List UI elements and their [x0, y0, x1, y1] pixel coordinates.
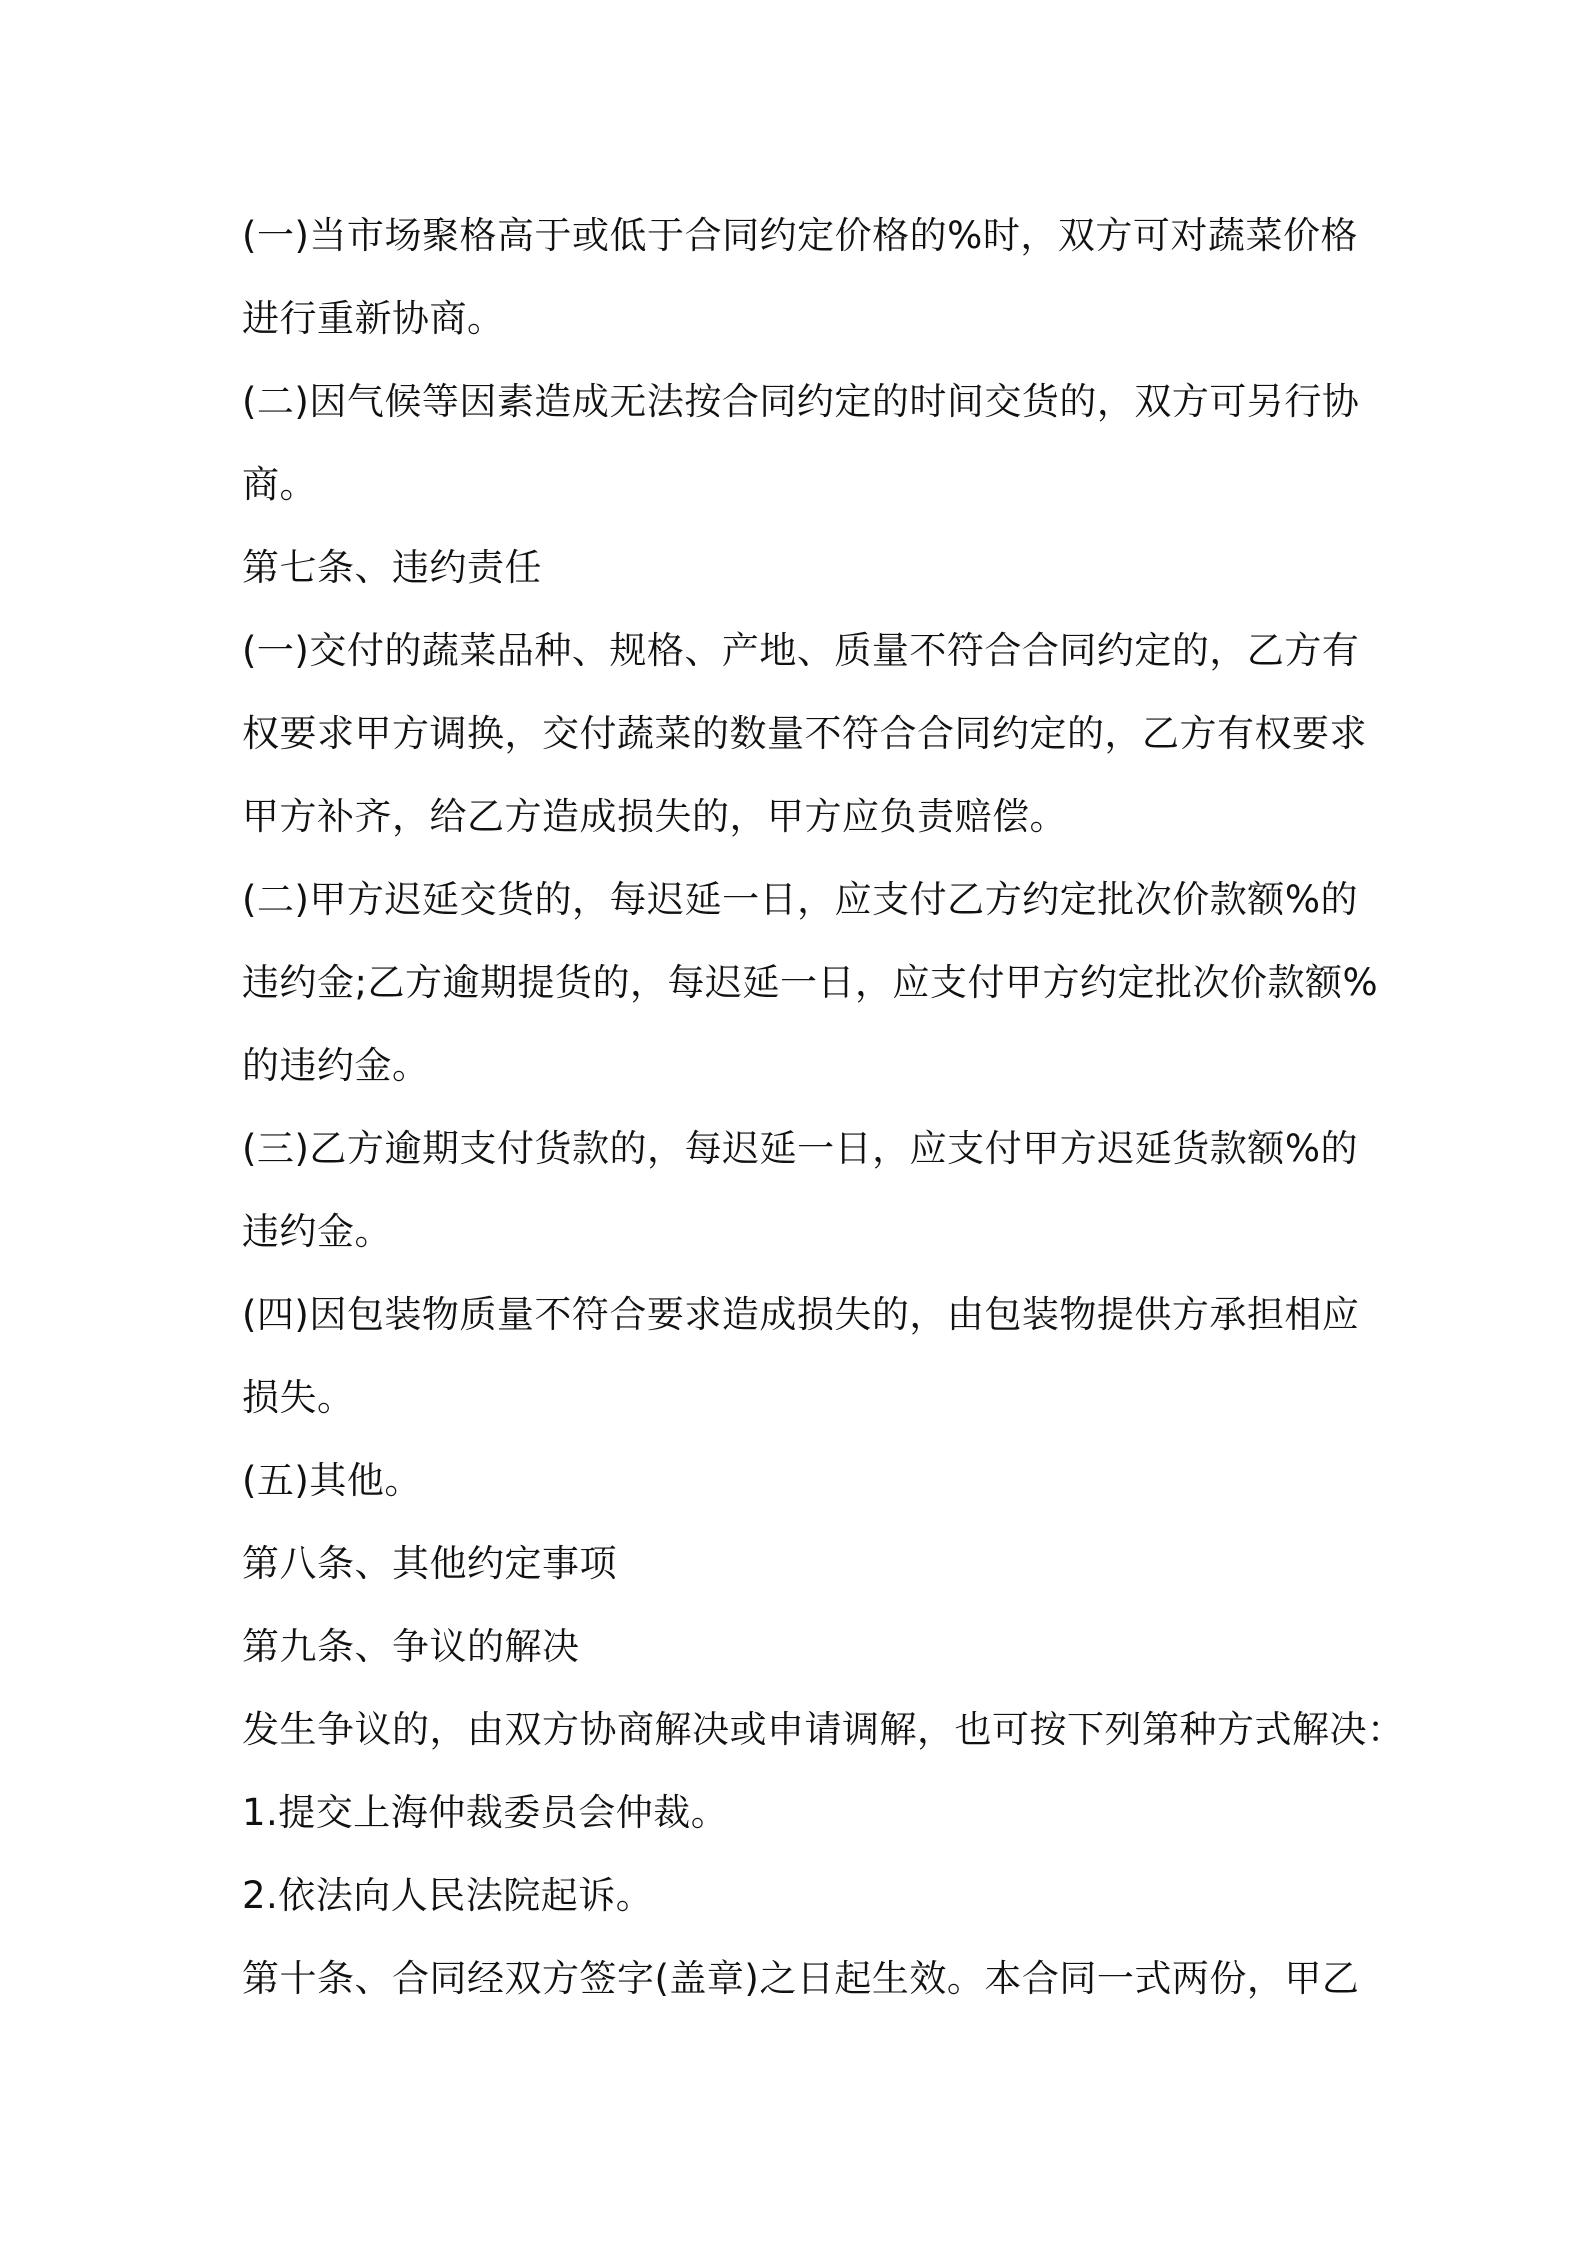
text-line: (二)甲方迟延交货的，每迟延一日，应支付乙方约定批次价款额%的: [242, 878, 1358, 921]
text-line: 1.提交上海仲裁委员会仲裁。: [242, 1791, 729, 1834]
text-line: 损失。: [242, 1376, 355, 1419]
text-line: (三)乙方逾期支付货款的，每迟延一日，应支付甲方迟延货款额%的: [242, 1127, 1358, 1170]
text-line: 违约金;乙方逾期提货的，每迟延一日，应支付甲方约定批次价款额%: [242, 961, 1379, 1004]
text-line: 发生争议的，由双方协商解决或申请调解，也可按下列第种方式解决：: [242, 1708, 1405, 1751]
text-line: 甲方补齐，给乙方造成损失的，甲方应负责赔偿。: [242, 795, 1067, 838]
text-line: (一)当市场聚格高于或低于合同约定价格的%时，双方可对蔬菜价格: [242, 214, 1358, 257]
text-line: 商。: [242, 463, 317, 506]
text-line: 权要求甲方调换，交付蔬菜的数量不符合合同约定的，乙方有权要求: [242, 712, 1367, 755]
text-line: (四)因包装物质量不符合要求造成损失的，由包装物提供方承担相应: [242, 1293, 1360, 1336]
text-line: 2.依法向人民法院起诉。: [242, 1874, 654, 1917]
section-heading: 第八条、其他约定事项: [242, 1542, 617, 1585]
section-heading: 第七条、违约责任: [242, 546, 542, 589]
text-line: 违约金。: [242, 1210, 392, 1253]
text-line: (五)其他。: [242, 1459, 422, 1502]
text-line: (一)交付的蔬菜品种、规格、产地、质量不符合合同约定的，乙方有: [242, 629, 1360, 672]
text-line: 进行重新协商。: [242, 297, 505, 340]
document-body: [242, 194, 1405, 2020]
section-heading: 第十条、合同经双方签字(盖章)之日起生效。本合同一式两份，甲乙: [242, 1957, 1360, 2000]
text-line: (二)因气候等因素造成无法按合同约定的时间交货的，双方可另行协: [242, 380, 1360, 423]
section-heading: 第九条、争议的解决: [242, 1625, 580, 1668]
text-line: 的违约金。: [242, 1044, 430, 1087]
